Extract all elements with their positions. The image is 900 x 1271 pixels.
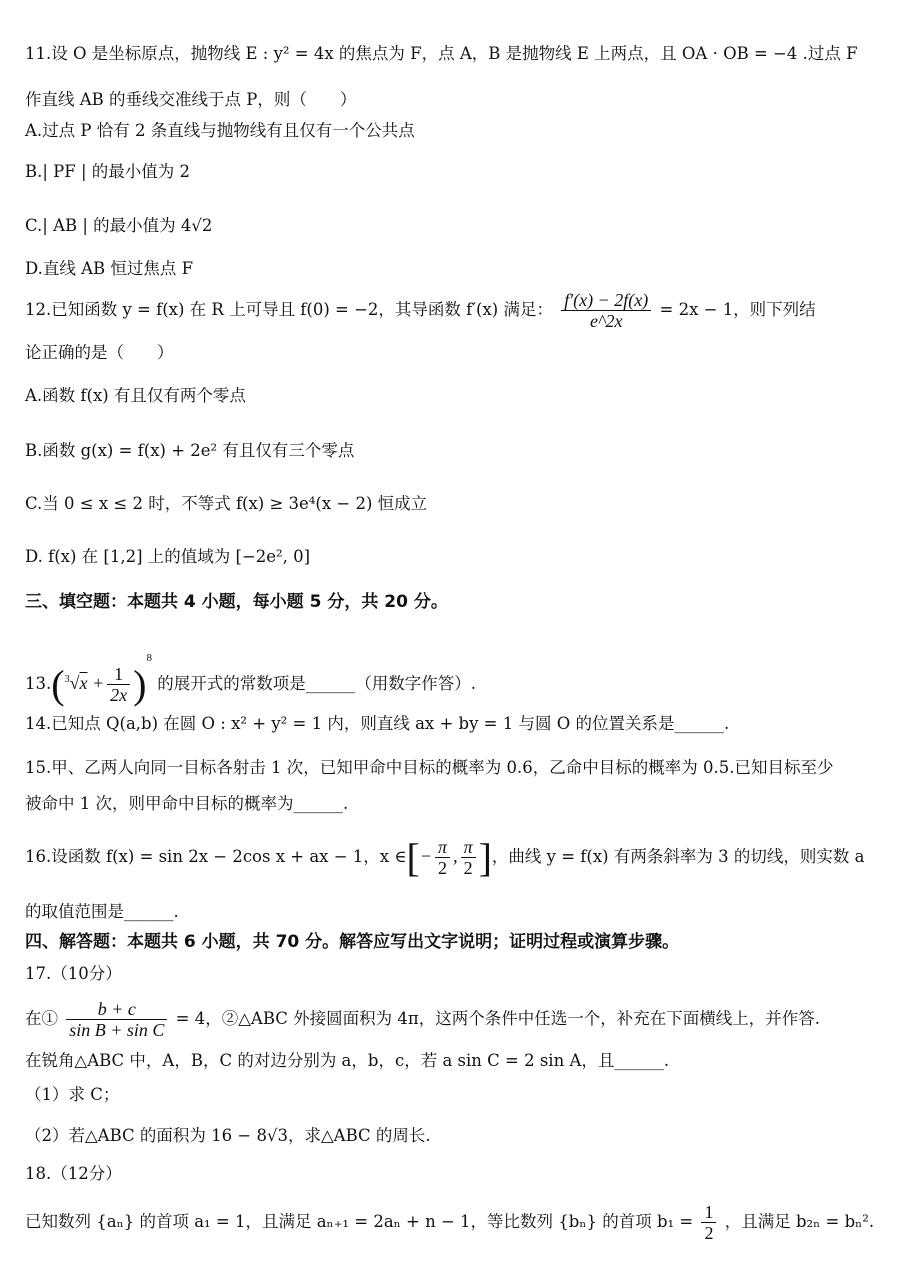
- q12-stem-line1: [25, 290, 816, 331]
- q17-fraction: [66, 999, 167, 1040]
- q13-stem: [25, 630, 476, 713]
- q11-stem-line2: 作直线 AB 的垂线交准线于点 P，则（ ）: [25, 90, 357, 109]
- section-4-heading: 四、解答题：本题共 6 小题，共 70 分。解答应写出文字说明；证明过程或演算步骤。: [25, 932, 680, 952]
- q16-stem-line2: 的取值范围是______.: [25, 902, 179, 921]
- q17-stem-line2: 在锐角△ABC 中，A，B，C 的对边分别为 a，b，c，若 a sin C = 2 sin A，且______.: [25, 1051, 670, 1070]
- q18-fraction: [701, 1202, 716, 1243]
- q13-suffix: 的展开式的常数项是______（用数字作答）.: [157, 674, 476, 693]
- q17-part-2: （2）若△ABC 的面积为 16 − 8√3，求△ABC 的周长.: [25, 1126, 431, 1145]
- q16-stem-part1: 16.设函数 f(x) = sin 2x − 2cos x + ax − 1，x ∈: [25, 847, 407, 866]
- q13-number: 13.: [25, 674, 52, 693]
- q12-stem-part1: 12.已知函数 y = f(x) 在 R 上可导且 f(0) = −2，其导函数 f′(x) 满足：: [25, 300, 553, 319]
- q17-stem-part1: 在①: [25, 1009, 58, 1028]
- q11-option-c: C.| AB | 的最小值为 4√2: [25, 216, 213, 235]
- q15-stem-line2: 被命中 1 次，则甲命中目标的概率为______.: [25, 794, 349, 813]
- q18-stem-part2: ，且满足 b₂ₙ = bₙ².: [724, 1212, 875, 1231]
- q15-stem-line1: 15.甲、乙两人向同一目标各射击 1 次，已知甲命中目标的概率为 0.6，乙命中目标的概率为 0.5.已知目标至少: [25, 758, 834, 777]
- q17-fraction-denominator: sin B + sin C: [69, 1020, 165, 1040]
- q17-heading: 17.（10分）: [25, 964, 122, 983]
- q11-option-a: A.过点 P 恰有 2 条直线与抛物线有且仅有一个公共点: [25, 121, 415, 140]
- q16-stem-line1: [25, 828, 864, 886]
- q17-fraction-numerator: b + c: [66, 999, 167, 1020]
- q16-stem-part2: ，曲线 y = f(x) 有两条斜率为 3 的切线，则实数 a: [491, 847, 865, 866]
- section-3-heading: 三、填空题：本题共 4 小题，每小题 5 分，共 20 分。: [25, 592, 448, 612]
- q18-fraction-denominator: 2: [704, 1223, 714, 1243]
- q12-stem-part2: = 2x − 1，则下列结: [659, 300, 816, 319]
- q17-stem-part2: = 4，②△ABC 外接圆面积为 4π，这两个条件中任选一个，补充在下面横线上，并作答.: [175, 1009, 820, 1028]
- q13-binomial-expression: ($^3$√x + $\frac{1}{2x}$ )$^8$: [51, 652, 152, 707]
- q12-option-b: B.函数 g(x) = f(x) + 2e² 有且仅有三个零点: [25, 441, 355, 460]
- q11-stem-line1: 11.设 O 是坐标原点，抛物线 E : y² = 4x 的焦点为 F，点 A，B 是抛物线 E 上两点，且 OA · OB = −4 .过点 F: [25, 44, 858, 63]
- q18-heading: 18.（12分）: [25, 1164, 122, 1183]
- q12-stem-line2: 论正确的是（ ）: [25, 343, 174, 362]
- q11-option-b: B.| PF | 的最小值为 2: [25, 162, 191, 181]
- q12-fraction: [561, 290, 651, 331]
- q12-fraction-denominator: e^2x: [589, 311, 623, 331]
- q11-option-d: D.直线 AB 恒过焦点 F: [25, 259, 194, 278]
- q18-stem-line1: [25, 1198, 874, 1246]
- q18-fraction-numerator: 1: [701, 1202, 716, 1223]
- q12-option-d: D. f(x) 在 [1,2] 上的值域为 [−2e², 0]: [25, 547, 311, 566]
- q12-option-c: C.当 0 ≤ x ≤ 2 时，不等式 f(x) ≥ 3e⁴(x − 2) 恒成立: [25, 494, 428, 513]
- q12-fraction-numerator: f′(x) − 2f(x): [561, 290, 651, 311]
- q17-part-1: （1）求 C；: [25, 1085, 120, 1104]
- q14-stem: 14.已知点 Q(a,b) 在圆 O : x² + y² = 1 内，则直线 ax + by = 1 与圆 O 的位置关系是______.: [25, 714, 730, 733]
- q16-interval: [− $\frac{\pi}{2}$ , $\frac{\pi}{2}$ ]: [406, 834, 492, 880]
- q18-stem-part1: 已知数列 {aₙ} 的首项 a₁ = 1，且满足 aₙ₊₁ = 2aₙ + n − 1，等比数列 {bₙ} 的首项 b₁ =: [25, 1212, 694, 1231]
- q17-stem-line1: [25, 995, 820, 1043]
- q12-option-a: A.函数 f(x) 有且仅有两个零点: [25, 386, 246, 405]
